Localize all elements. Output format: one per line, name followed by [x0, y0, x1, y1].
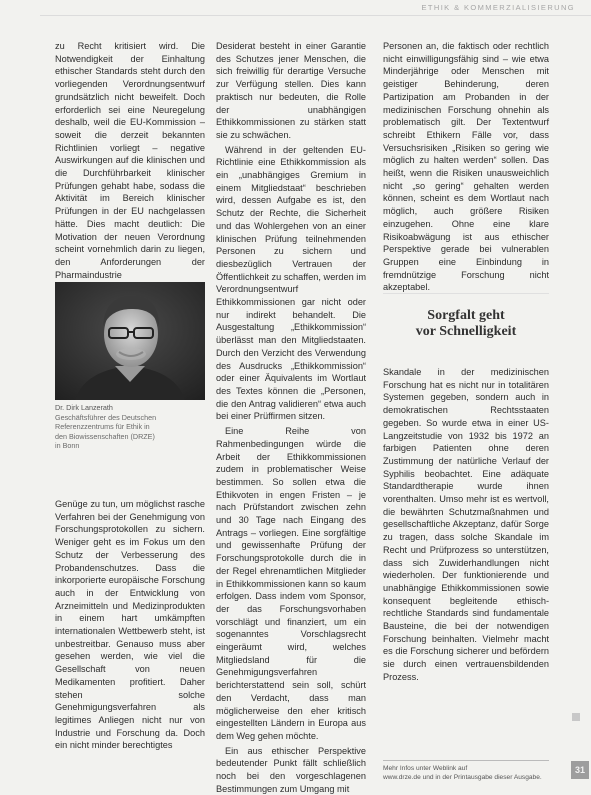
photo-caption — [55, 403, 205, 451]
decorative-square — [572, 713, 580, 721]
paragraph: Desiderat besteht in einer Garantie des Schutzes jener Menschen, die sich freiwillig für derartige Versuche zur Verfügung stellen. Dies kann praktisch nur bedeuten, die Rolle der unabhängigen Ethikkommissionen zu stärken statt sie zu schwächen. — [216, 41, 366, 140]
column-3-top — [383, 40, 549, 293]
caption-line: den Biowissenschaften (DRZE) — [55, 431, 155, 441]
author-portrait-image — [55, 282, 205, 400]
running-head: ETHIK & KOMMERZIALISIERUNG — [421, 3, 575, 12]
caption-name: Dr. Dirk Lanzerath — [55, 403, 113, 412]
section-heading — [383, 308, 549, 339]
section-heading-line: vor Schnelligkeit — [415, 323, 517, 339]
caption-line: Geschäftsführer des Deutschen — [55, 412, 157, 422]
footnote-box — [383, 760, 549, 787]
paragraph: Eine Reihe von Rahmenbedingungen würde die Arbeit der Ethikkommissionen zudem in problematischer Weise bestimmen. So sollen etwa die Ethikvoten in engen Fristen – je nach Prüfstandort zwischen zehn und 30 Tage nach Eingang des Antrags – vorliegen. Eine sorgfältige und gewissenhafte Prüfung der Forschungsprotokolle durch die in der Regel ehrenamtlichen Mitglieder in Ethikkommissionen kann so kaum erfolgen. Dass indem vom Sponsor, der das Forschungsvorhaben vorschlägt und finanziert, um ein sogenanntes Vorschlagsrecht eingeräumt wird, welches Mitgliedsland für die Genehmigungsverfahren berichterstattend sein soll, schürt den Verdacht, dass man möglicherweise den eher kritisch eingestellten Ländern in Europa aus dem Weg gehen möchte. — [216, 426, 366, 741]
paragraph: Personen an, die faktisch oder rechtlich nicht einwilligungsfähig sind – wie etwa Minderjährige oder Menschen mit geistiger Behinderung, deren Partizipation am Probanden in der medizinischen Forschung ohnehin als problematisch gilt. Der Textentwurf schreibt Ethikern Fälle vor, dass Versuchsrisiken „Risiken so gering wie möglich zu halten werden“ sollen. Das heißt, wenn die Risiken unausweichlich nicht „so gering“ gehalten werden können, scheint es dem Wortlaut nach möglich, auch größere Risiken einzugehen. Ohne eine klare Risikoabwägung ist aus ethischer Perspektive gerade bei vulnerablen Gruppen eine Einbindung in fremdnützige Forschung nicht akzeptabel. — [383, 41, 549, 293]
column-3-bottom — [383, 366, 549, 756]
author-photo — [55, 282, 205, 400]
paragraph: Ein aus ethischer Perspektive bedeutender Punkt fällt schließlich noch bei den vorgeschlagenen Bestimmungen zum Umgang mit — [216, 745, 366, 794]
column-1-top — [55, 40, 205, 280]
column-2 — [216, 40, 366, 794]
header-rule — [40, 15, 591, 16]
section-heading-line: Sorgfalt geht — [427, 308, 505, 323]
column-1-bottom — [55, 498, 205, 780]
paragraph: Genüge zu tun, um möglichst rasche Verfahren bei der Genehmigung von Forschungsprotokollen zu sichern. Weniger geht es im Fokus um den Schutz der Verbesserung des Probandenschutzes. Dass die inkorporierte europäische Forschung auch in der Entwicklung von Arzneimitteln und Medizinprodukten in einem hart umkämpften internationalen Wettbewerb steht, ist unbestreitbar. Genauso muss aber gesehen werden, wie viel die Gesellschaft von neuen Medikamenten profitiert. Daher stehen solche Genehmigungsverfahren als legitimes Anliegen nicht nur von Industrie und Forschung da. Doch ein nicht minder berechtigtes — [55, 499, 205, 751]
section-divider — [383, 293, 549, 294]
page-number-badge: 31 — [571, 761, 589, 779]
caption-line: in Bonn — [55, 441, 80, 451]
paragraph: Während in der geltenden EU-Richtlinie eine Ethikkommission als ein „unabhängiges Gremium in einem Mitgliedstaat“ beschrieben wird, dessen Aufgabe es ist, den Schutz der Rechte, die Sicherheit und das Wohlergehen von an einer klinischen Prüfung teilnehmenden Personen zu sichern und diesbezüglich Vertrauen der Öffentlichkeit zu schaffen, werden im Verordnungsentwurf Ethikkommissionen gar nicht oder nur indirekt behandelt. Die Ausgestaltung „Ethikkommission“ überlässt man den Mitgliedstaaten. Durch den Verzicht des Verwendung des Ausdrucks „Ethikkommission“ oder einer Äquivalents im Wortlaut des Textes können die „Personen, die den Antrag validieren“ etwa auch bei einer Prüffirmen sitzen. — [216, 144, 366, 422]
footnote-line: Mehr Infos unter Weblink auf — [383, 765, 468, 772]
paragraph: zu Recht kritisiert wird. Die Notwendigkeit der Einhaltung ethischer Standards steht durch den vorliegenden Verordnungsentwurf grundsätzlich nicht beweifelt. Doch erforderlich sei eine Neuregelung deshalb, weil die EU-Kommission – soweit die derzeit bekannten Richtlinien vorliegt – negative Auswirkungen auf die klinischen und die Durchführbarkeit klinischer Prüfungen gehabt habe, sodass die Aktivität im Bereich klinischer Prüfungen in der EU nachgelassen hätte. Dies macht deutlich: Die Motivation der neuen Verordnung scheint vornehmlich darin zu liegen, den Anforderungen der Pharmaindustrie — [55, 41, 205, 280]
paragraph: Skandale in der medizinischen Forschung hat es nicht nur in totalitären Systemen gegeben, sondern auch in demokratischen Rechtsstaaten gegeben. So wurde etwa in einer US-Langzeitstudie von 1932 bis 1972 an farbigen Patienten ohne deren Zustimmung der natürliche Verlauf der Syphilis beobachtet. Eine adäquate Standardtherapie wurde ihnen vorenthalten. Umso mehr ist es wertvoll, die bewährten Schutzmaßnahmen und gesellschaftliche Akzeptanz, dafür Sorge zu tragen, dass solche Skandale im Recht und Prüfprozess so unterstützen, dass sich Zuwiderhandlungen nicht wiederholen. Der funktionierende und unabhängige Ethikkommissionen sowie konsequent begleitende ethisch-rechtliche Standards sind fundamentale Bausteine, die bei der notwendigen Forschung beinhalten. Vielmehr macht es die Forschung sicherer und befördern sie durch einen vertrauensbildenden Prozess. — [383, 367, 549, 682]
footnote-line: www.drze.de und in der Printausgabe dieser Ausgabe. — [383, 773, 542, 781]
caption-line: Referenzzentrums für Ethik in — [55, 422, 150, 432]
